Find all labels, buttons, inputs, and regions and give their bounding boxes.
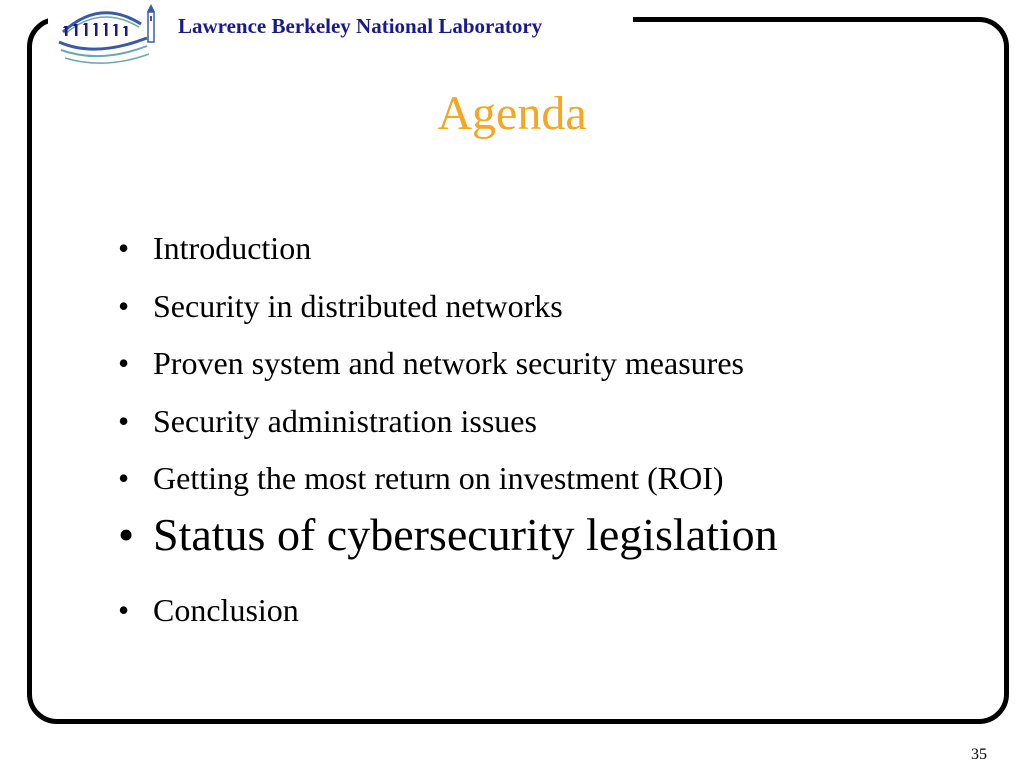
bullet-icon: • xyxy=(118,508,135,560)
agenda-item xyxy=(118,399,778,457)
agenda-item-label: Proven system and network security measures xyxy=(153,345,744,381)
agenda-item-label: Conclusion xyxy=(153,591,299,628)
lbnl-logo-icon xyxy=(55,2,165,72)
agenda-item-label: Security in distributed networks xyxy=(153,287,563,324)
agenda-item xyxy=(118,284,778,342)
bullet-icon: • xyxy=(118,287,130,324)
agenda-item-label: Status of cybersecurity legislation xyxy=(153,508,778,560)
agenda-list xyxy=(118,226,778,645)
bullet-icon: • xyxy=(118,460,130,496)
bullet-icon: • xyxy=(118,230,130,266)
agenda-item-current xyxy=(118,508,778,588)
agenda-item-label: Security administration issues xyxy=(153,402,537,439)
slide-title: Agenda xyxy=(437,87,587,140)
agenda-item xyxy=(118,456,778,514)
agenda-item xyxy=(118,226,778,284)
lab-name: Lawrence Berkeley National Laboratory xyxy=(178,14,543,38)
bullet-icon: • xyxy=(118,591,130,628)
agenda-item xyxy=(118,341,778,399)
agenda-item-label: Getting the most return on investment (ROI) xyxy=(153,460,724,496)
agenda-item-label: Introduction xyxy=(153,230,312,266)
agenda-item xyxy=(118,588,778,646)
bullet-icon: • xyxy=(118,345,130,381)
bullet-icon: • xyxy=(118,402,130,439)
page-number: 35 xyxy=(971,746,987,763)
